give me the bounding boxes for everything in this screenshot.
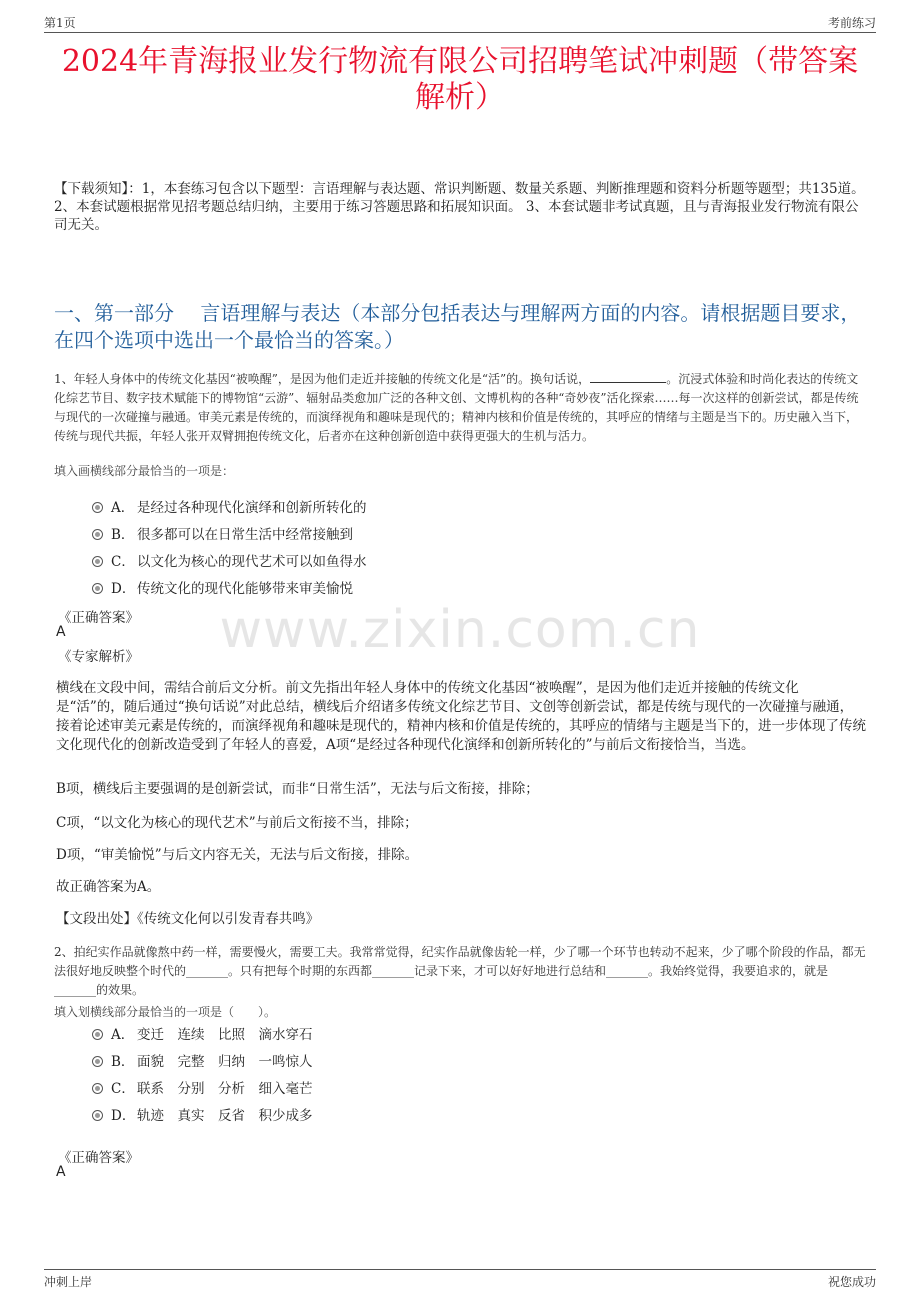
radio-icon[interactable] <box>92 583 103 594</box>
header-tag: 考前练习 <box>827 16 876 30</box>
analysis-label: 《专家解析》 <box>58 649 139 665</box>
page-footer <box>44 1269 876 1290</box>
radio-icon[interactable] <box>92 502 103 513</box>
page-number: 第1页 <box>44 16 76 30</box>
option-d[interactable]: D． 传统文化的现代化能够带来审美愉悦 <box>92 573 792 600</box>
analysis-paragraph: D项，“审美愉悦”与后文内容无关，无法与后文衔接，排除。 <box>56 847 419 863</box>
download-notice: 【下载须知】：1，本套练习包含以下题型：言语理解与表达题、常识判断题、数量关系题、判断推理题和资料分析题等题型；共135道。 2、本套试题根据常见招考题总结归纳，主要用于练习答题思路和拓展知识面。 3、本套试题非考试真题，且与青海报业发行物流有限公司无关。 <box>54 181 865 233</box>
question-1-prompt: 填入画横线部分最恰当的一项是： <box>54 464 235 478</box>
option-a[interactable]: A． 变迁 连续 比照 滴水穿石 <box>92 1019 792 1046</box>
watermark: www.zixin.com.cn <box>219 600 701 660</box>
option-a[interactable]: A． 是经过各种现代化演绎和创新所转化的 <box>92 492 792 519</box>
radio-icon[interactable] <box>92 1083 103 1094</box>
footer-left: 冲刺上岸 <box>44 1275 93 1289</box>
section-title: 一、第一部分 言语理解与表达（本部分包括表达与理解两方面的内容。请根据题目要求，在四个选项中选出一个最恰当的答案。） <box>54 301 861 352</box>
page-header <box>44 12 876 33</box>
analysis-paragraph: C项，“以文化为核心的现代艺术”与前后文衔接不当，排除； <box>56 815 418 831</box>
analysis-paragraph: 故正确答案为A。 <box>56 879 161 895</box>
radio-icon[interactable] <box>92 1029 103 1040</box>
radio-icon[interactable] <box>92 529 103 540</box>
document-title: 2024年青海报业发行物流有限公司招聘笔试冲刺题（带答案解析） <box>61 44 859 115</box>
answer-blank <box>590 370 666 383</box>
question-2-prompt: 填入划横线部分最恰当的一项是（ ）。 <box>54 1005 277 1019</box>
answer-value: A <box>56 1164 66 1180</box>
question-2-text: 2、拍纪实作品就像熬中药一样，需要慢火，需要工夫。我常常觉得，纪实作品就像齿轮一样，少了哪一个环节也转动不起来，少了哪个阶段的作品，都无法很好地反映整个时代的_______。只有把每个时期的东西都_______记录下来，才可以好好地进行总结和_______。我始终觉得，我要追求的，就是_______的效果。 <box>54 945 866 997</box>
source-citation: 【文段出处】《传统文化何以引发青春共鸣》 <box>56 911 320 927</box>
radio-icon[interactable] <box>92 1056 103 1067</box>
radio-icon[interactable] <box>92 1110 103 1121</box>
option-b[interactable]: B． 很多都可以在日常生活中经常接触到 <box>92 519 792 546</box>
answer-label: 《正确答案》 <box>58 1150 139 1166</box>
answer-value: A <box>56 624 66 640</box>
option-b[interactable]: B． 面貌 完整 归纳 一鸣惊人 <box>92 1046 792 1073</box>
option-c[interactable]: C． 联系 分别 分析 细入毫芒 <box>92 1073 792 1100</box>
option-c[interactable]: C． 以文化为核心的现代艺术可以如鱼得水 <box>92 546 792 573</box>
analysis-paragraph: 横线在文段中间，需结合前后文分析。前文先指出年轻人身体中的传统文化基因“被唤醒”，是因为他们走近并接触的传统文化是“活”的，随后通过“换句话说”对此总结，横线后介绍诸多传统文化综艺节目、文创等创新尝试，都是传统与现代的一次碰撞与融通，接着论述审美元素是传统的，而演绎视角和趣味是现代的，精神内核和价值是传统的，其呼应的情绪与主题是当下的，进一步体现了传统文化现代化的创新改造受到了年轻人的喜爱，A项“是经过各种现代化演绎和创新所转化的”与前后文衔接恰当，当选。 <box>56 680 866 753</box>
footer-right: 祝您成功 <box>827 1275 876 1289</box>
answer-label: 《正确答案》 <box>58 610 139 626</box>
question-1-options <box>92 492 792 600</box>
analysis-paragraph: B项，横线后主要强调的是创新尝试，而非“日常生活”，无法与后文衔接，排除； <box>56 781 539 797</box>
question-1-text: 1、年轻人身体中的传统文化基因“被唤醒”，是因为他们走近并接触的传统文化是“活”的。换句话说， 。沉浸式体验和时尚化表达的传统文化综艺节目、数字技术赋能下的博物馆“云游”、辐射品类愈加广泛的各种文创、文博机构的各种“奇妙夜”活化探索……每一次这样的创新尝试，都是传统与现代的一次碰撞与融通。审美元素是传统的，而演绎视角和趣味是现代的；精神内核和价值是传统的，其呼应的情绪与主题是当下的。历史融入当下，传统与现代共振，年轻人张开双臂拥抱传统文化，后者亦在这种创新创造中获得更强大的生机与活力。 <box>54 372 859 443</box>
option-d[interactable]: D． 轨迹 真实 反省 积少成多 <box>92 1100 792 1127</box>
radio-icon[interactable] <box>92 556 103 567</box>
question-2-options <box>92 1019 792 1127</box>
